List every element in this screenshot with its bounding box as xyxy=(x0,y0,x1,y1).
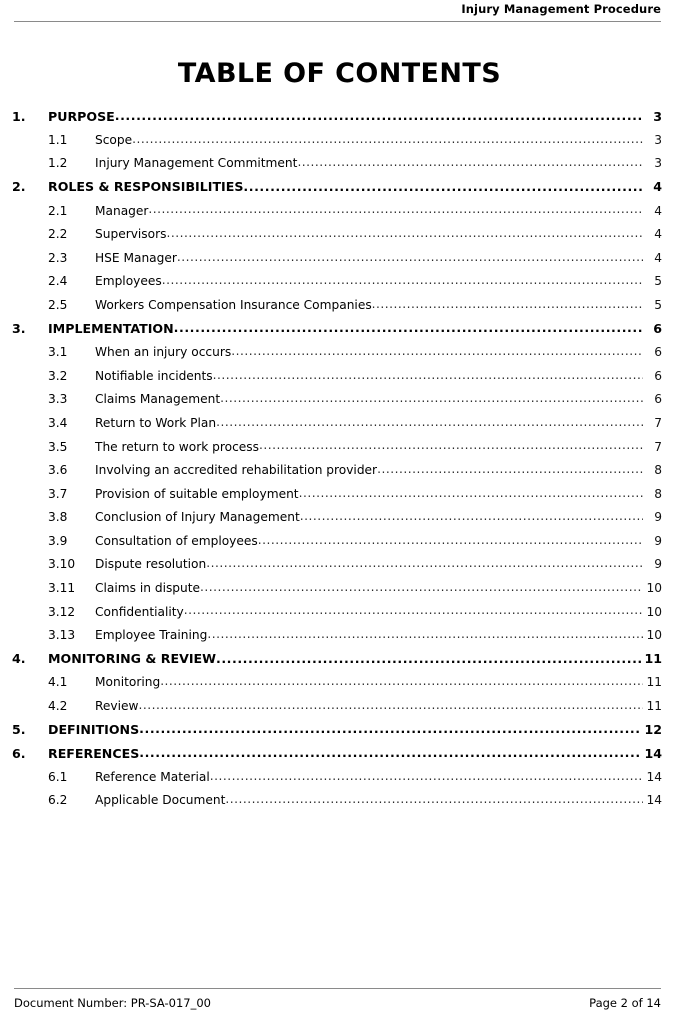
toc-entry-number: 2.2 xyxy=(48,227,68,242)
toc-entry-number: 3.13 xyxy=(48,628,76,643)
toc-entry-label: Injury Management Commitment xyxy=(95,156,298,171)
toc-entry[interactable] xyxy=(12,651,662,675)
toc-entry[interactable] xyxy=(12,486,662,510)
toc-entry-label: Dispute resolution xyxy=(95,557,207,572)
toc-entry-label: Provision of suitable employment xyxy=(95,486,299,501)
toc-entry[interactable] xyxy=(12,745,662,769)
toc-entry-page-number: 11 xyxy=(646,699,662,714)
header-divider xyxy=(14,21,661,22)
toc-entry-label: HSE Manager xyxy=(95,250,177,265)
table-of-contents xyxy=(12,108,662,816)
toc-leader-dots xyxy=(138,698,643,710)
toc-entry-label: Monitoring xyxy=(95,675,161,690)
page-footer xyxy=(14,988,661,1018)
toc-leader-dots xyxy=(372,297,643,309)
toc-entry-number: 4.2 xyxy=(48,699,68,714)
toc-entry[interactable] xyxy=(12,108,662,132)
toc-entry-label: Confidentiality xyxy=(95,604,184,619)
toc-entry[interactable] xyxy=(12,674,662,698)
toc-entry[interactable] xyxy=(12,792,662,816)
toc-entry-label: Employee Training xyxy=(95,628,208,643)
toc-leader-dots xyxy=(162,273,643,285)
toc-leader-dots xyxy=(225,792,643,804)
toc-leader-dots xyxy=(174,320,643,333)
toc-entry-number: 3.9 xyxy=(48,533,68,548)
toc-leader-dots xyxy=(213,368,643,380)
toc-entry-label: Claims Management xyxy=(95,392,221,407)
toc-entry[interactable] xyxy=(12,368,662,392)
toc-entry-page-number: 8 xyxy=(654,463,662,478)
toc-entry-page-number: 10 xyxy=(646,628,662,643)
toc-entry-number: 3.5 xyxy=(48,439,68,454)
toc-entry-page-number: 14 xyxy=(644,745,662,761)
toc-leader-dots xyxy=(299,486,643,498)
toc-leader-dots xyxy=(166,226,643,238)
toc-leader-dots xyxy=(139,721,641,734)
toc-leader-dots xyxy=(148,202,643,214)
toc-leader-dots xyxy=(259,438,643,450)
toc-entry-label: IMPLEMENTATION xyxy=(48,320,174,336)
toc-leader-dots xyxy=(216,651,641,664)
toc-leader-dots xyxy=(200,580,643,592)
toc-entry[interactable] xyxy=(12,415,662,439)
toc-leader-dots xyxy=(297,155,643,167)
toc-entry-number: 3.10 xyxy=(48,557,76,572)
toc-entry[interactable] xyxy=(12,533,662,557)
toc-leader-dots xyxy=(243,179,643,192)
toc-entry-page-number: 6 xyxy=(654,368,662,383)
toc-entry-page-number: 11 xyxy=(644,651,662,667)
toc-entry-label: Consultation of employees xyxy=(95,533,258,548)
toc-entry-label: Supervisors xyxy=(95,227,167,242)
toc-entry-label: Notifiable incidents xyxy=(95,368,213,383)
footer-divider xyxy=(14,988,661,989)
toc-entry-page-number: 10 xyxy=(646,581,662,596)
toc-entry-label: Reference Material xyxy=(95,769,210,784)
toc-entry-label: Workers Compensation Insurance Companies xyxy=(95,297,372,312)
toc-entry-page-number: 6 xyxy=(654,392,662,407)
toc-entry-number: 2.5 xyxy=(48,297,68,312)
toc-leader-dots xyxy=(160,674,643,686)
toc-entry[interactable] xyxy=(12,155,662,179)
toc-leader-dots xyxy=(139,745,641,758)
toc-entry-label: ROLES & RESPONSIBILITIES xyxy=(48,179,244,195)
toc-entry[interactable] xyxy=(12,721,662,745)
toc-leader-dots xyxy=(115,108,643,121)
toc-entry-label: Conclusion of Injury Management xyxy=(95,510,300,525)
toc-entry-page-number: 4 xyxy=(654,227,662,242)
toc-entry-number: 3.11 xyxy=(48,581,76,596)
toc-entry-number: 3.7 xyxy=(48,486,68,501)
toc-entry-number: 2.4 xyxy=(48,274,68,289)
toc-entry-label: Applicable Document xyxy=(95,793,226,808)
toc-entry-page-number: 7 xyxy=(654,415,662,430)
toc-leader-dots xyxy=(231,344,643,356)
toc-entry[interactable] xyxy=(12,698,662,722)
toc-entry-number: 6. xyxy=(12,745,26,761)
toc-entry-page-number: 5 xyxy=(654,274,662,289)
toc-entry[interactable] xyxy=(12,320,662,344)
toc-entry-page-number: 12 xyxy=(644,722,662,738)
footer-page-indicator: Page 2 of 14 xyxy=(589,996,661,1010)
toc-entry-page-number: 6 xyxy=(653,320,662,336)
toc-entry-number: 4.1 xyxy=(48,675,68,690)
toc-entry[interactable] xyxy=(12,462,662,486)
toc-entry-number: 6.1 xyxy=(48,769,68,784)
header-document-title: Injury Management Procedure xyxy=(461,2,661,16)
toc-entry-page-number: 9 xyxy=(654,533,662,548)
toc-entry-label: Employees xyxy=(95,274,162,289)
toc-leader-dots xyxy=(377,462,643,474)
toc-entry[interactable] xyxy=(12,202,662,226)
toc-entry[interactable] xyxy=(12,179,662,203)
toc-leader-dots xyxy=(132,132,643,144)
toc-leader-dots xyxy=(207,627,643,639)
toc-entry[interactable] xyxy=(12,132,662,156)
toc-entry-number: 3.6 xyxy=(48,463,68,478)
toc-entry-number: 3. xyxy=(12,320,26,336)
toc-entry-page-number: 3 xyxy=(653,108,662,124)
toc-entry-label: REFERENCES xyxy=(48,745,140,761)
toc-entry-page-number: 3 xyxy=(654,132,662,147)
toc-entry-number: 3.12 xyxy=(48,604,76,619)
toc-entry[interactable] xyxy=(12,509,662,533)
toc-leader-dots xyxy=(300,509,643,521)
page-title: TABLE OF CONTENTS xyxy=(177,58,502,89)
toc-entry[interactable] xyxy=(12,391,662,415)
toc-entry-label: DEFINITIONS xyxy=(48,722,140,738)
toc-entry[interactable] xyxy=(12,250,662,274)
toc-entry-label: Return to Work Plan xyxy=(95,415,217,430)
toc-entry[interactable] xyxy=(12,769,662,793)
toc-entry-page-number: 9 xyxy=(654,557,662,572)
toc-entry[interactable] xyxy=(12,556,662,580)
toc-entry-label: Review xyxy=(95,699,139,714)
toc-entry-label: Involving an accredited rehabilitation provider xyxy=(95,463,378,478)
toc-entry[interactable] xyxy=(12,297,662,321)
toc-entry-page-number: 9 xyxy=(654,510,662,525)
toc-entry-number: 3.8 xyxy=(48,510,68,525)
toc-entry-number: 3.3 xyxy=(48,392,68,407)
toc-entry-page-number: 11 xyxy=(646,675,662,690)
toc-entry-label: The return to work process xyxy=(95,439,259,454)
toc-entry[interactable] xyxy=(12,603,662,627)
toc-entry-number: 6.2 xyxy=(48,793,68,808)
toc-entry-number: 5. xyxy=(12,722,26,738)
toc-entry-label: Manager xyxy=(95,203,149,218)
toc-entry[interactable] xyxy=(12,627,662,651)
toc-leader-dots xyxy=(184,603,643,615)
footer-document-number: Document Number: PR-SA-017_00 xyxy=(14,996,211,1010)
toc-entry[interactable] xyxy=(12,273,662,297)
toc-entry-page-number: 5 xyxy=(654,297,662,312)
toc-entry-page-number: 10 xyxy=(646,604,662,619)
toc-entry-number: 2.1 xyxy=(48,203,68,218)
toc-entry-page-number: 6 xyxy=(654,345,662,360)
toc-leader-dots xyxy=(220,391,643,403)
toc-entry-label: When an injury occurs xyxy=(95,345,232,360)
toc-entry-page-number: 14 xyxy=(646,769,662,784)
toc-entry-number: 2. xyxy=(12,179,26,195)
toc-leader-dots xyxy=(177,250,643,262)
toc-entry-number: 1.1 xyxy=(48,132,68,147)
toc-entry-page-number: 4 xyxy=(654,250,662,265)
toc-entry-number: 3.1 xyxy=(48,345,68,360)
toc-entry-label: Claims in dispute xyxy=(95,581,201,596)
page-header xyxy=(14,0,661,24)
toc-entry-number: 1. xyxy=(12,108,26,124)
toc-entry-number: 1.2 xyxy=(48,156,68,171)
toc-entry-label: MONITORING & REVIEW xyxy=(48,651,216,667)
toc-entry-number: 4. xyxy=(12,651,26,667)
toc-entry[interactable] xyxy=(12,580,662,604)
toc-entry-number: 3.4 xyxy=(48,415,68,430)
toc-entry[interactable] xyxy=(12,438,662,462)
toc-entry-page-number: 7 xyxy=(654,439,662,454)
toc-entry-number: 3.2 xyxy=(48,368,68,383)
toc-leader-dots xyxy=(210,769,643,781)
toc-entry-page-number: 8 xyxy=(654,486,662,501)
toc-entry[interactable] xyxy=(12,226,662,250)
toc-entry[interactable] xyxy=(12,344,662,368)
toc-entry-page-number: 14 xyxy=(646,793,662,808)
toc-leader-dots xyxy=(206,556,643,568)
toc-entry-label: Scope xyxy=(95,132,133,147)
toc-entry-page-number: 3 xyxy=(654,156,662,171)
toc-entry-number: 2.3 xyxy=(48,250,68,265)
toc-entry-page-number: 4 xyxy=(653,179,662,195)
toc-leader-dots xyxy=(258,533,643,545)
toc-entry-page-number: 4 xyxy=(654,203,662,218)
toc-leader-dots xyxy=(216,415,643,427)
toc-entry-label: PURPOSE xyxy=(48,108,115,124)
